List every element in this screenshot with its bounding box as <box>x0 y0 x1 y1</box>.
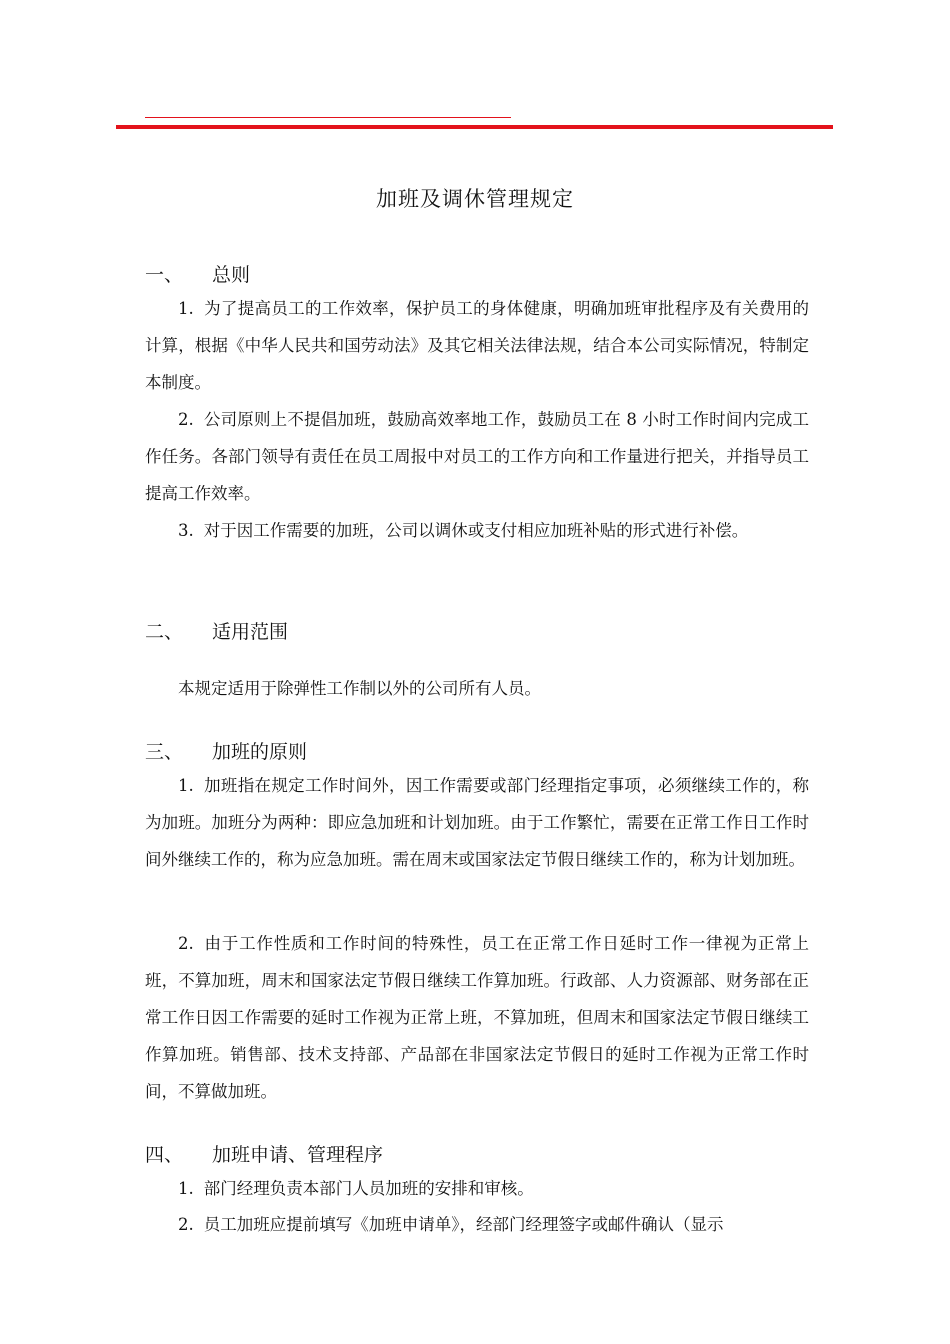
section-number: 一、 <box>145 264 184 286</box>
paragraph-text: 对于因工作需要的加班，公司以调休或支付相应加班补贴的形式进行补偿。 <box>203 521 749 540</box>
section-heading-1 <box>145 260 250 287</box>
paragraph-number: 1. <box>178 1179 194 1198</box>
section-heading-3 <box>145 737 307 764</box>
paragraph-number: 2. <box>178 410 194 429</box>
header-thick-rule <box>116 125 833 129</box>
paragraph-text: 公司原则上不提倡加班，鼓励高效率地工作，鼓励员工在 8 小时工作时间内完成工作任务。各部门领导有责任在员工周报中对员工的工作方向和工作量进行把关，并指导员工提高工作效率。 <box>145 410 809 503</box>
paragraph-1-2 <box>145 401 809 512</box>
paragraph-1-1 <box>145 290 809 401</box>
section-title: 适用范围 <box>212 621 289 643</box>
section-heading-4 <box>145 1140 383 1167</box>
paragraph-3-1 <box>145 767 809 878</box>
section-number: 二、 <box>145 621 184 643</box>
paragraph-number: 2. <box>178 1215 194 1234</box>
document-title: 加班及调休管理规定 <box>376 187 574 211</box>
paragraph-text: 员工加班应提前填写《加班申请单》，经部门经理签字或邮件确认（显示 <box>203 1215 724 1234</box>
paragraph-2-1 <box>145 670 809 707</box>
section-number: 四、 <box>145 1144 184 1166</box>
paragraph-number: 1. <box>178 776 194 795</box>
section-number: 三、 <box>145 741 184 763</box>
paragraph-4-2 <box>145 1206 809 1243</box>
paragraph-4-1 <box>145 1170 809 1207</box>
paragraph-text: 加班指在规定工作时间外，因工作需要或部门经理指定事项，必须继续工作的，称为加班。加班分为两种：即应急加班和计划加班。由于工作繁忙，需要在正常工作日工作时间外继续工作的，称为应急加班。需在周末或国家法定节假日继续工作的，称为计划加班。 <box>145 776 809 869</box>
paragraph-1-3 <box>145 512 809 549</box>
paragraph-text: 为了提高员工的工作效率，保护员工的身体健康，明确加班审批程序及有关费用的计算，根据《中华人民共和国劳动法》及其它相关法律法规，结合本公司实际情况，特制定本制度。 <box>145 299 809 392</box>
paragraph-text: 由于工作性质和工作时间的特殊性，员工在正常工作日延时工作一律视为正常上班，不算加班，周末和国家法定节假日继续工作算加班。行政部、人力资源部、财务部在正常工作日因工作需要的延时工作视为正常上班，不算加班，但周末和国家法定节假日继续工作算加班。销售部、技术支持部、产品部在非国家法定节假日的延时工作视为正常工作时间，不算做加班。 <box>145 934 809 1101</box>
paragraph-text: 本规定适用于除弹性工作制以外的公司所有人员。 <box>178 679 541 698</box>
paragraph-number: 1. <box>178 299 194 318</box>
section-title: 总则 <box>212 264 251 286</box>
section-heading-2 <box>145 617 288 644</box>
section-title: 加班的原则 <box>212 741 308 763</box>
paragraph-3-2 <box>145 925 809 1110</box>
paragraph-number: 3. <box>178 521 194 540</box>
header-thin-rule <box>145 117 511 118</box>
paragraph-text: 部门经理负责本部门人员加班的安排和审核。 <box>203 1179 534 1198</box>
section-title: 加班申请、管理程序 <box>212 1144 384 1166</box>
paragraph-number: 2. <box>178 934 194 953</box>
